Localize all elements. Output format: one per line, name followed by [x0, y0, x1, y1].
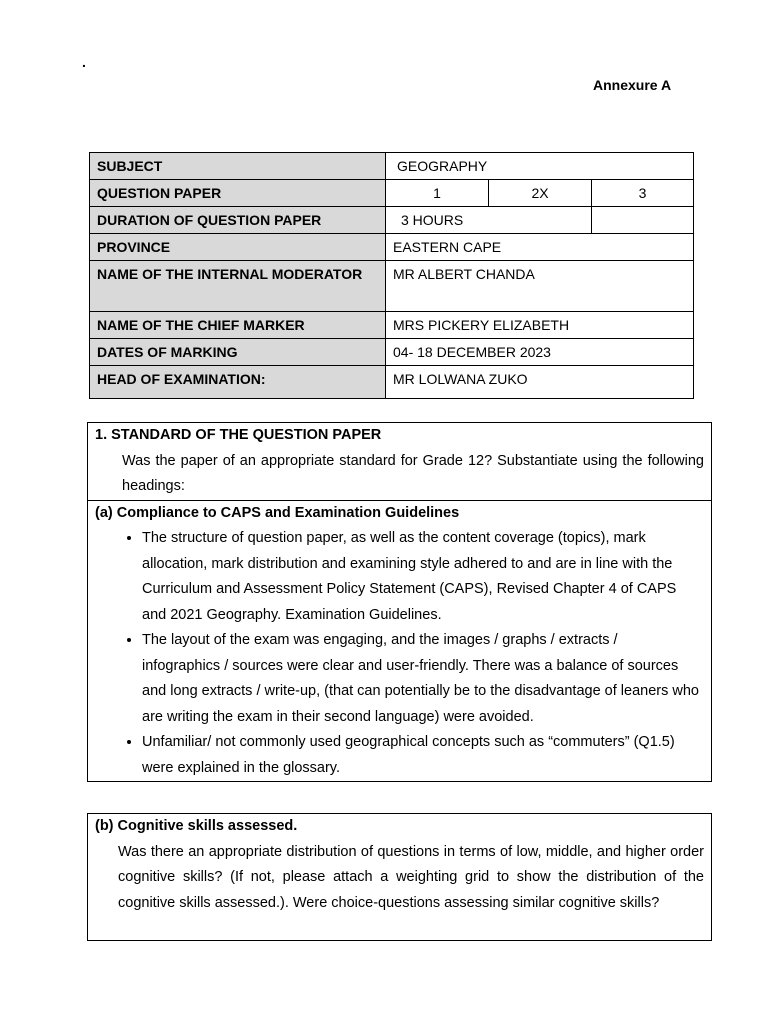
province-value: EASTERN CAPE	[386, 234, 694, 261]
list-item: • Unfamiliar/ not commonly used geographical concepts such as “commuters” (Q1.5) were explained in the glossary.	[142, 730, 699, 781]
table-row	[90, 312, 694, 339]
section-cognitive	[87, 813, 712, 941]
subsection-heading: (a) Compliance to CAPS and Examination Guidelines	[95, 504, 460, 521]
annexure-label: Annexure A	[593, 77, 672, 93]
table-row	[90, 366, 694, 399]
bullet-list	[88, 526, 711, 781]
chief-marker-value: MRS PICKERY ELIZABETH	[386, 312, 694, 339]
section-heading: (b) Cognitive skills assessed.	[95, 818, 298, 834]
section-question: Was there an appropriate distribution of questions in terms of low, middle, and higher order cognitive skills? (If not, please attach a weighting grid to show the distribution of the cognitive skills assessed.). Were choice-questions assessing similar cognitive skills?	[118, 843, 704, 911]
duration-label: DURATION OF QUESTION PAPER	[90, 207, 386, 234]
question-paper-label: QUESTION PAPER	[90, 180, 386, 207]
dates-value: 04- 18 DECEMBER 2023	[386, 339, 694, 366]
table-row	[90, 153, 694, 180]
duration-value: 3 HOURS	[386, 207, 592, 234]
moderator-value: MR ALBERT CHANDA	[386, 261, 694, 312]
dates-label: DATES OF MARKING	[90, 339, 386, 366]
head-exam-label: HEAD OF EXAMINATION:	[90, 366, 386, 399]
duration-empty-cell	[592, 207, 694, 234]
table-row	[90, 261, 694, 312]
head-exam-value: MR LOLWANA ZUKO	[386, 366, 694, 399]
list-item: • The structure of question paper, as well as the content coverage (topics), mark allocation, mark distribution and examining style adhered to and are in line with the Curriculum and Assessment Policy Statement (CAPS), Revised Chapter 4 of CAPS and 2021 Geography. Examination Guidelines.	[142, 526, 699, 628]
table-row	[90, 234, 694, 261]
table-row	[90, 207, 694, 234]
question-paper-3: 3	[592, 180, 694, 207]
question-paper-2x: 2X	[489, 180, 592, 207]
table-row	[90, 339, 694, 366]
page-marker: .	[82, 54, 86, 70]
section-question: Was the paper of an appropriate standard for Grade 12? Substantiate using the following headings:	[122, 452, 704, 494]
section-heading: 1. STANDARD OF THE QUESTION PAPER	[95, 427, 382, 443]
info-table	[89, 152, 694, 399]
moderator-label: NAME OF THE INTERNAL MODERATOR	[90, 261, 386, 312]
table-row	[90, 180, 694, 207]
subject-value: GEOGRAPHY	[386, 153, 694, 180]
list-item: • The layout of the exam was engaging, and the images / graphs / extracts / infographics / sources were clear and user-friendly. There was a balance of sources and long extracts / write-up, (that can potentially be to the disadvantage of leaners who are writing the exam in their second language) were avoided.	[142, 628, 699, 730]
question-paper-1: 1	[386, 180, 489, 207]
chief-marker-label: NAME OF THE CHIEF MARKER	[90, 312, 386, 339]
section-standard	[87, 422, 712, 782]
province-label: PROVINCE	[90, 234, 386, 261]
subject-label: SUBJECT	[90, 153, 386, 180]
